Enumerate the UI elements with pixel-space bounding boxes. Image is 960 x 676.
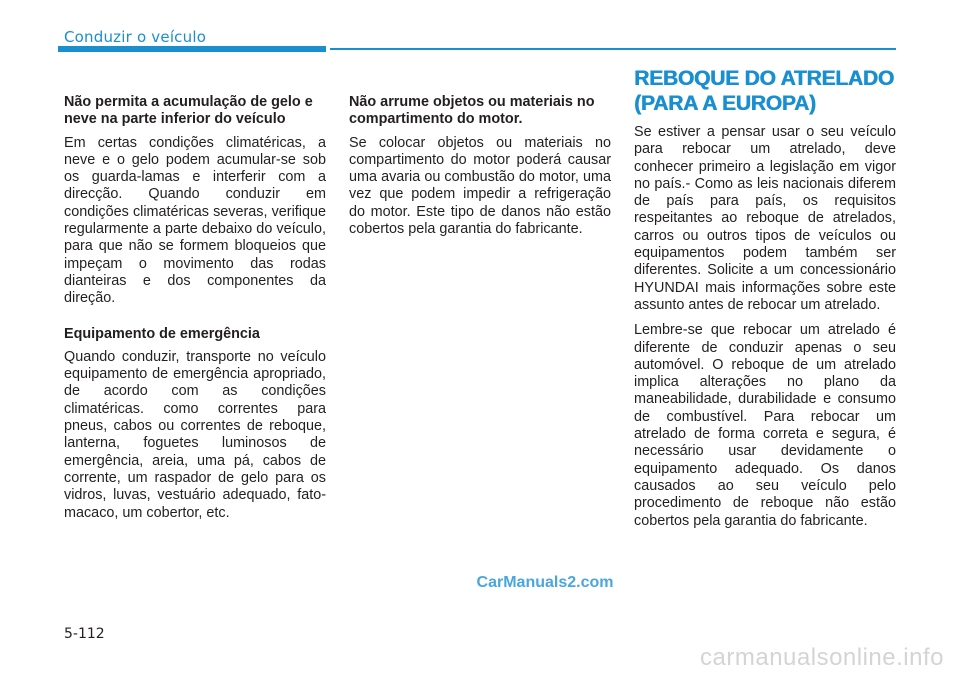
watermark-carmanualsonline: carmanualsonline.info bbox=[700, 644, 944, 671]
section-title-line-1: REBOQUE DO ATRELADO bbox=[634, 67, 894, 90]
section-title-trailer-towing bbox=[634, 66, 914, 116]
chapter-title: Conduzir o veículo bbox=[64, 28, 207, 46]
header-rule bbox=[330, 48, 896, 50]
column-left bbox=[64, 94, 326, 530]
paragraph-ice-snow: Em certas condições climatéricas, a neve e o gelo podem acumular-se sob os guarda-lamas e interferir com a direcção. Quando conduzir em condições climatéricas severas, verifique regularmente a parte debaixo do veículo, para que não se formem bloqueios que impeçam o movimento das rodas dianteiras e dos componentes da direção. bbox=[64, 134, 326, 307]
paragraph-engine-compartment: Se colocar objetos ou materiais no compartimento do motor poderá causar uma avaria ou combustão do motor, uma vez que podem impedir a refrigeração do motor. Este tipo de danos não estão cobertos pela garantia do fabricante. bbox=[349, 134, 611, 238]
section-title-line-2: (PARA A EUROPA) bbox=[634, 92, 816, 115]
paragraph-trailer-legislation: Se estiver a pensar usar o seu veículo para rebocar um atrelado, deve conhecer primeiro a legislação em vigor no país.- Como as leis nacionais diferem de país para país, os requisitos respeitantes ao reboque de atrelados, carros ou outros tipos de veículos ou equipamentos podem também ser diferentes. Solicite a um concessionário HYUNDAI mais informações sobre este assunto antes de rebocar um atrelado. bbox=[634, 124, 896, 313]
heading-ice-snow: Não permita a acumulação de gelo e neve na parte inferior do veículo bbox=[64, 94, 313, 128]
heading-emergency-equipment: Equipamento de emergência bbox=[64, 325, 260, 342]
column-right bbox=[634, 124, 896, 538]
page-number: 5-112 bbox=[64, 626, 105, 642]
paragraph-emergency-equipment: Quando conduzir, transporte no veículo equipamento de emergência apropriado, de acordo com as condições climatéricas. como correntes para pneus, cabos ou correntes de reboque, lanterna, foguetes luminosos de emergência, areia, uma pá, cabos de corrente, um raspador de gelo para os vidros, luvas, vestuário adequado, fato-macaco, um cobertor, etc. bbox=[64, 348, 326, 521]
header-accent-bar bbox=[58, 46, 326, 52]
heading-engine-compartment: Não arrume objetos ou materiais no compartimento do motor. bbox=[349, 94, 595, 128]
watermark-carmanuals2: CarManuals2.com bbox=[476, 574, 614, 591]
column-middle bbox=[349, 94, 611, 246]
paragraph-trailer-driving: Lembre-se que rebocar um atrelado é diferente de conduzir apenas o seu automóvel. O reboque de um atrelado implica alterações no plano da maneabilidade, durabilidade e consumo de combustível. Para rebocar um atrelado de forma correta e segura, é necessário usar devidamente o equipamento adequado. Os danos causados ao seu veículo pelo procedimento de reboque não estão cobertos pela garantia do fabricante. bbox=[634, 322, 896, 529]
